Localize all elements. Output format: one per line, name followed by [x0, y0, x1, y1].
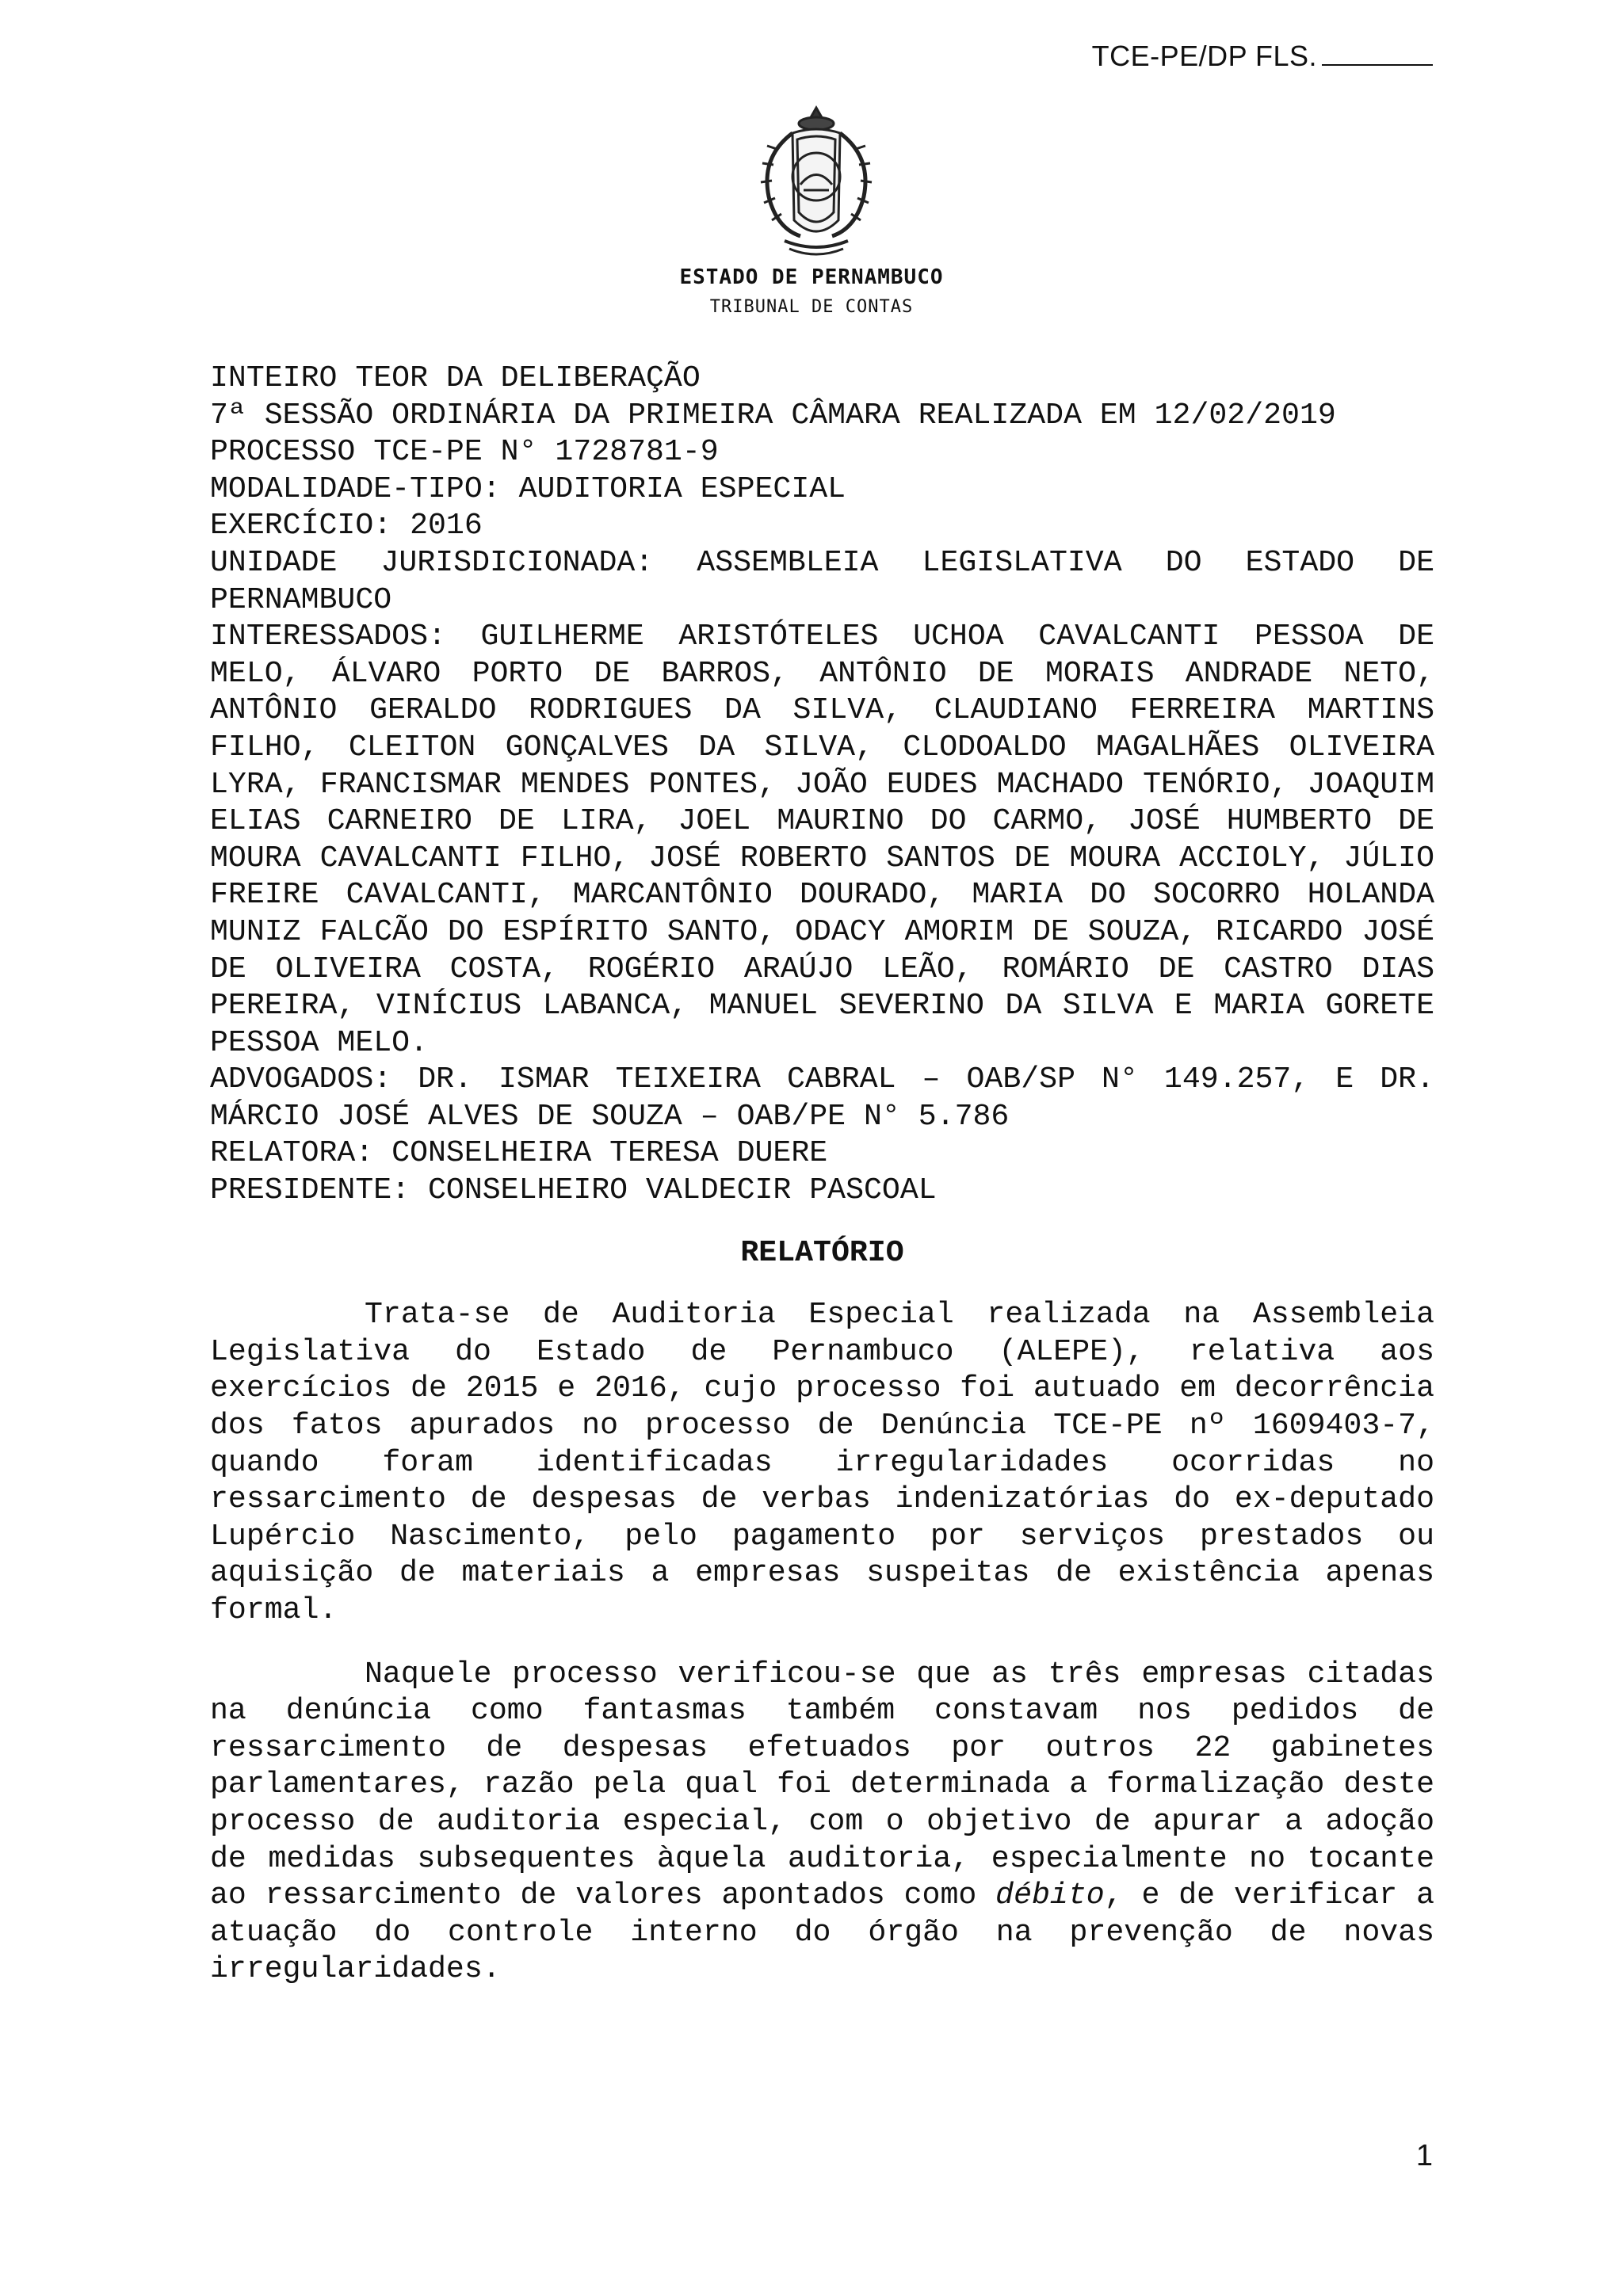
lawyers: ADVOGADOS: DR. ISMAR TEIXEIRA CABRAL – OAB/SP N° 149.257, E DR. MÁRCIO JOSÉ ALVES DE SOUZA – OAB/PE N° 5.786 — [210, 1062, 1434, 1134]
president: PRESIDENTE: CONSELHEIRO VALDECIR PASCOAL — [210, 1173, 937, 1208]
folio-label — [1092, 40, 1433, 73]
document-body — [210, 360, 1434, 1989]
process-number: PROCESSO TCE-PE N° 1728781-9 — [210, 435, 719, 470]
tribunal-heading: TRIBUNAL DE CONTAS — [709, 297, 914, 317]
pernambuco-coat-of-arms-icon — [745, 101, 888, 268]
section-title: RELATÓRIO — [740, 1235, 904, 1270]
folio-blank-line — [1322, 40, 1433, 66]
paragraph-2-text-end: , e de verificar a atuação do controle interno do órgão na prevenção de novas irregularidades. — [210, 1878, 1434, 1987]
page-number: 1 — [1415, 2139, 1433, 2172]
fiscal-year: EXERCÍCIO: 2016 — [210, 509, 483, 543]
report-paragraph-2 — [210, 1657, 1434, 1989]
interested-parties: INTERESSADOS: GUILHERME ARISTÓTELES UCHOA CAVALCANTI PESSOA DE MELO, ÁLVARO PORTO DE BARROS, ANTÔNIO DE MORAIS ANDRADE NETO, ANTÔNIO GERALDO RODRIGUES DA SILVA, CLAUDIANO FERREIRA MARTINS FILHO, CLEITON GONÇALVES DA SILVA, CLODOALDO MAGALHÃES OLIVEIRA LYRA, FRANCISMAR MENDES PONTES, JOÃO EUDES MACHADO TENÓRIO, JOAQUIM ELIAS CARNEIRO DE LIRA, JOEL MAURINO DO CARMO, JOSÉ HUMBERTO DE MOURA CAVALCANTI FILHO, JOSÉ ROBERTO SANTOS DE MOURA ACCIOLY, JÚLIO FREIRE CAVALCANTI, MARCANTÔNIO DOURADO, MARIA DO SOCORRO HOLANDA MUNIZ FALCÃO DO ESPÍRITO SANTO, ODACY AMORIM DE SOUZA, RICARDO JOSÉ DE OLIVEIRA COSTA, ROGÉRIO ARAÚJO LEÃO, ROMÁRIO DE CASTRO DIAS PEREIRA, VINÍCIUS LABANCA, MANUEL SEVERINO DA SILVA E MARIA GORETE PESSOA MELO. — [210, 620, 1434, 1060]
report-paragraph-1: Trata-se de Auditoria Especial realizada na Assembleia Legislativa do Estado de Pernambuco (ALEPE), relativa aos exercícios de 2015 e 2016, cujo processo foi autuado em decorrência dos fatos apurados no processo de Denúncia TCE-PE nº 1609403-7, quando foram identificadas irregularidades ocorridas no ressarcimento de despesas de verbas indenizatórias do ex-deputado Lupércio Nascimento, pelo pagamento por serviços prestados ou aquisição de materiais a empresas suspeitas de existência apenas formal. — [210, 1298, 1434, 1627]
paragraph-2-italic-term: débito — [995, 1878, 1105, 1913]
rapporteur: RELATORA: CONSELHEIRA TERESA DUERE — [210, 1136, 828, 1171]
deliberation-heading: INTEIRO TEOR DA DELIBERAÇÃO — [210, 361, 701, 395]
paragraph-2-text-start: Naquele processo verificou-se que as três empresas citadas na denúncia como fantasmas também constavam nos pedidos de ressarcimento de despesas efetuados por outros 22 gabinetes parlamentares, razão pela qual foi determinada a formalização deste processo de auditoria especial, com o objetivo de apurar a adoção de medidas subsequentes àquela auditoria, especialmente no tocante ao ressarcimento de valores apontados como — [210, 1657, 1434, 1913]
session-line: 7ª SESSÃO ORDINÁRIA DA PRIMEIRA CÂMARA REALIZADA EM 12/02/2019 — [210, 398, 1336, 433]
modality-type: MODALIDADE-TIPO: AUDITORIA ESPECIAL — [210, 471, 846, 506]
state-heading: ESTADO DE PERNAMBUCO — [679, 265, 944, 289]
jurisdictional-unit: UNIDADE JURISDICIONADA: ASSEMBLEIA LEGISLATIVA DO ESTADO DE PERNAMBUCO — [210, 545, 1434, 617]
folio-text: TCE-PE/DP FLS. — [1091, 40, 1317, 72]
